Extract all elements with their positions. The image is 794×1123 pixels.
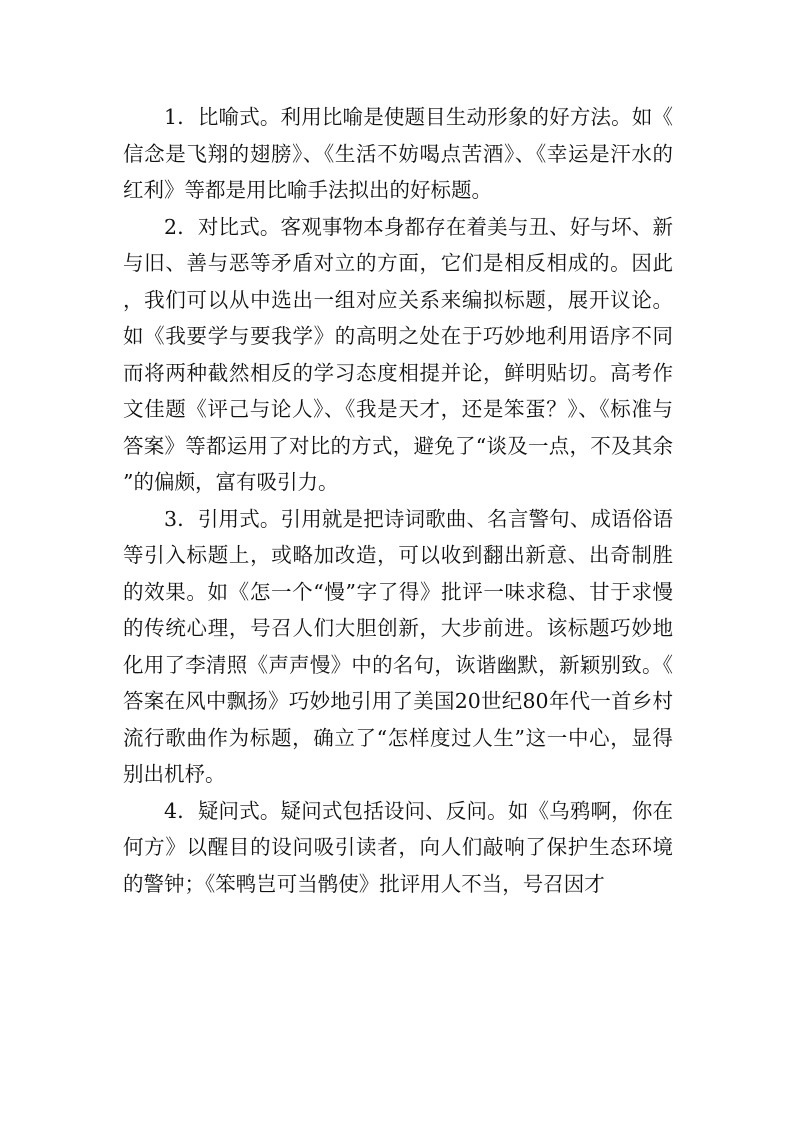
paragraph-contrast: 2．对比式。客观事物本身都存在着美与丑、好与坏、新与旧、善与恶等矛盾对立的方面，它们是相反相成的。因此，我们可以从中选出一组对应关系来编拟标题，展开议论。如《我要学与要我学》的高明之处在于巧妙地利用语序不同而将两种截然相反的学习态度相提并论，鲜明贴切。高考作文佳题《评己与论人》、《我是天才，还是笨蛋？》、《标准与答案》等都运用了对比的方式，避免了“谈及一点，不及其余”的偏颇，富有吸引力。 (123, 214, 673, 494)
document-body (123, 99, 673, 902)
paragraph-question: 4．疑问式。疑问式包括设问、反问。如《乌鸦啊，你在何方》以醒目的设问吸引读者，向人们敲响了保护生态环境的警钟；《笨鸭岂可当鹘使》批评用人不当，号召因才 (123, 798, 673, 896)
paragraph-quotation: 3．引用式。引用就是把诗词歌曲、名言警句、成语俗语等引入标题上，或略加改造，可以收到翻出新意、出奇制胜的效果。如《怎一个“慢”字了得》批评一味求稳、甘于求慢的传统心理，号召人们大胆创新，大步前进。该标题巧妙地化用了李清照《声声慢》中的名句，诙谐幽默，新颖别致。《答案在风中飘扬》巧妙地引用了美国20世纪80年代一首乡村流行歌曲作为标题，确立了“怎样度过人生”这一中心，显得别出机杼。 (123, 506, 673, 786)
paragraph-metaphor: 1．比喻式。利用比喻是使题目生动形象的好方法。如《信念是飞翔的翅膀》、《生活不妨喝点苦酒》、《幸运是汗水的红利》等都是用比喻手法拟出的好标题。 (123, 105, 673, 202)
